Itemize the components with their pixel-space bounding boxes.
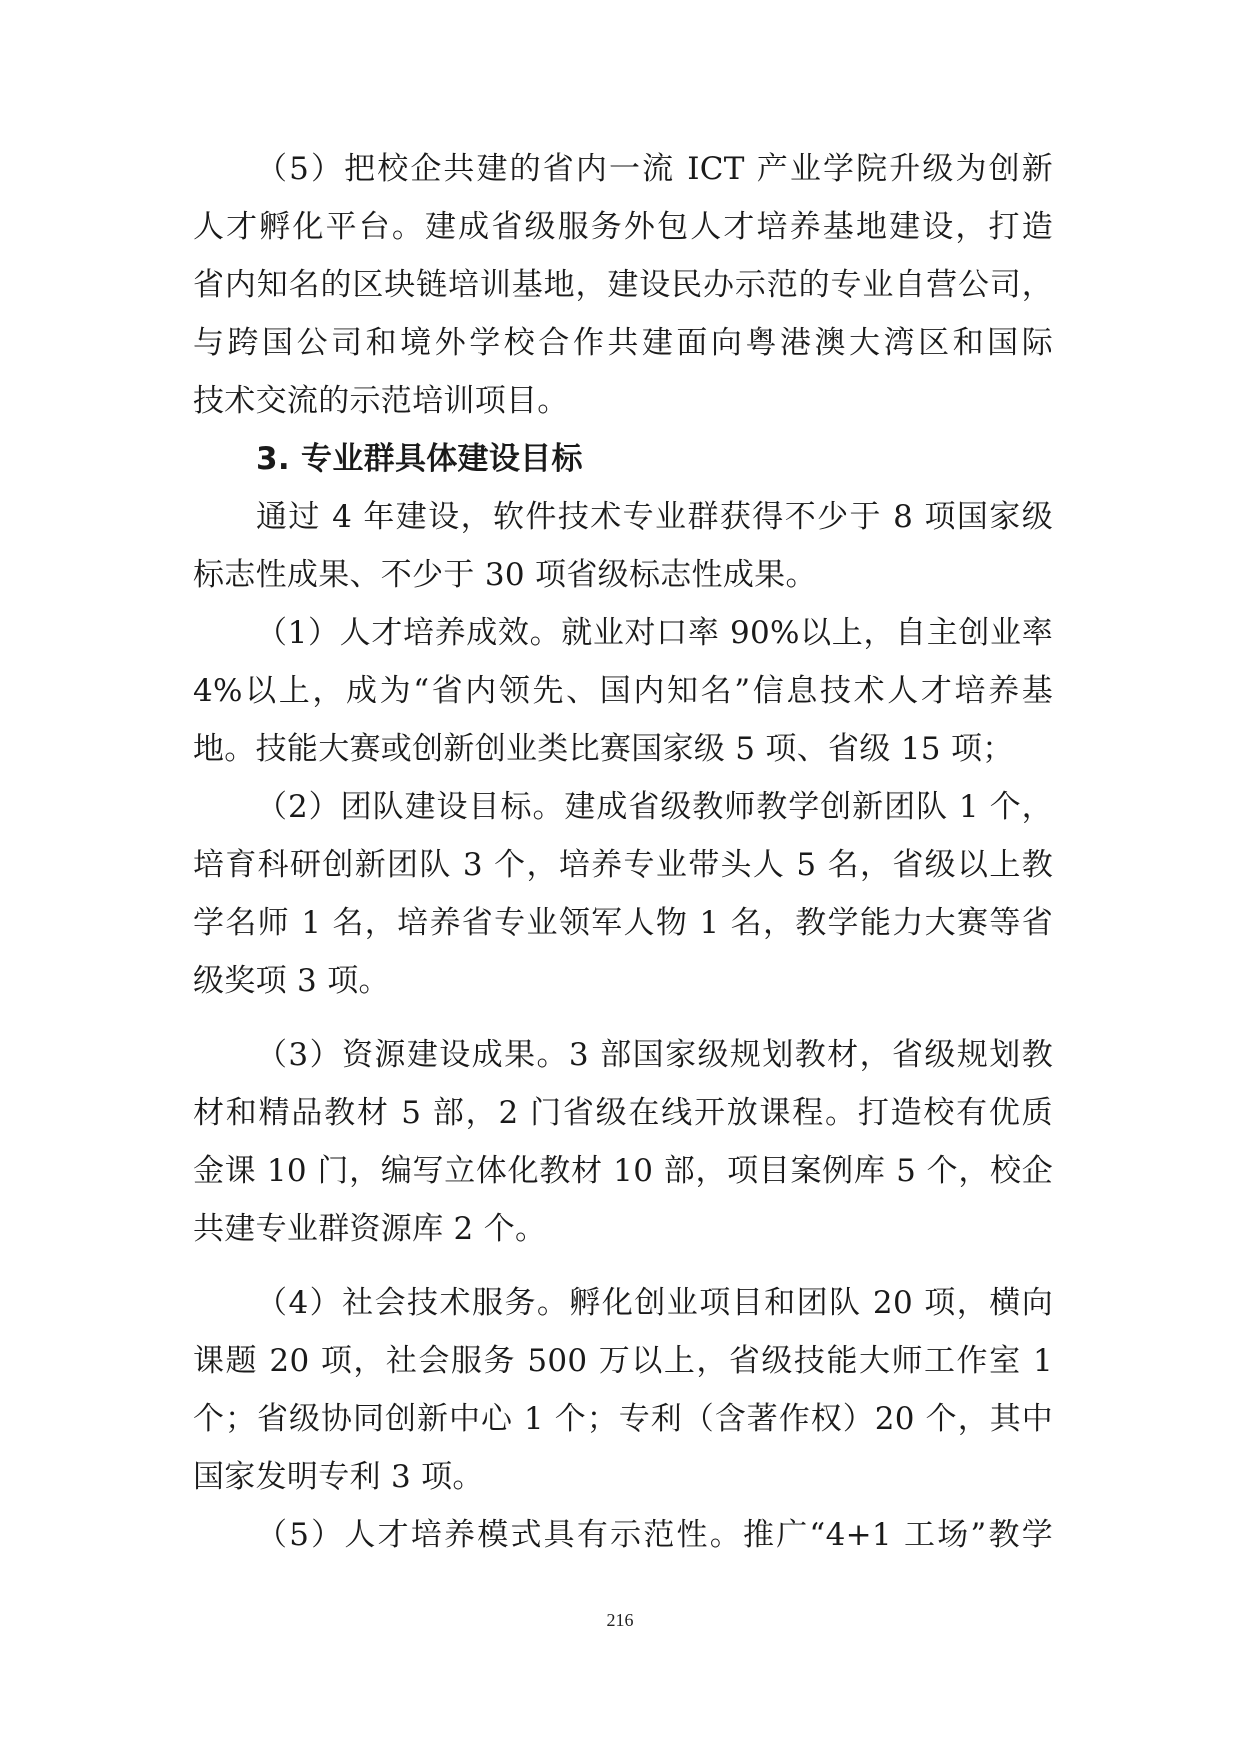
p4-line-3: 学名师 1 名，培养省专业领军人物 1 名，教学能力大赛等省 <box>193 905 1053 941</box>
p6-line-1: （4）社会技术服务。孵化创业项目和团队 20 项，横向 <box>256 1285 1053 1321</box>
p4-line-4: 级奖项 3 项。 <box>193 963 390 999</box>
section-heading: 3. 专业群具体建设目标 <box>256 441 583 477</box>
p4-line-2: 培育科研创新团队 3 个，培养专业带头人 5 名，省级以上教 <box>193 847 1053 883</box>
p3-line-1: （1）人才培养成效。就业对口率 90%以上，自主创业率 <box>256 615 1053 651</box>
p2-line-2: 标志性成果、不少于 30 项省级标志性成果。 <box>193 557 817 593</box>
p2-line-1: 通过 4 年建设，软件技术专业群获得不少于 8 项国家级 <box>256 499 1053 535</box>
p5-line-4: 共建专业群资源库 2 个。 <box>193 1211 547 1247</box>
p1-line-1: （5）把校企共建的省内一流 ICT 产业学院升级为创新 <box>256 151 1053 187</box>
p7-line-1: （5）人才培养模式具有示范性。推广“4+1 工场”教学 <box>256 1517 1053 1553</box>
p1-line-3: 省内知名的区块链培训基地，建设民办示范的专业自营公司， <box>193 267 1053 303</box>
p5-line-3: 金课 10 门，编写立体化教材 10 部，项目案例库 5 个，校企 <box>193 1153 1053 1189</box>
p6-line-3: 个；省级协同创新中心 1 个；专利（含著作权）20 个，其中 <box>193 1401 1053 1437</box>
p1-line-2: 人才孵化平台。建成省级服务外包人才培养基地建设，打造 <box>193 209 1053 245</box>
p6-line-4: 国家发明专利 3 项。 <box>193 1459 484 1495</box>
p5-line-1: （3）资源建设成果。3 部国家级规划教材，省级规划教 <box>256 1037 1053 1073</box>
p1-line-4: 与跨国公司和境外学校合作共建面向粤港澳大湾区和国际 <box>193 325 1053 361</box>
p6-line-2: 课题 20 项，社会服务 500 万以上，省级技能大师工作室 1 <box>193 1343 1053 1379</box>
p4-line-1: （2）团队建设目标。建成省级教师教学创新团队 1 个， <box>256 789 1053 825</box>
p5-line-2: 材和精品教材 5 部，2 门省级在线开放课程。打造校有优质 <box>193 1095 1053 1131</box>
p3-line-3: 地。技能大赛或创新创业类比赛国家级 5 项、省级 15 项； <box>193 731 1014 767</box>
p1-line-5: 技术交流的示范培训项目。 <box>193 383 569 419</box>
p3-line-2: 4%以上，成为“省内领先、国内知名”信息技术人才培养基 <box>193 673 1053 709</box>
page-number: 216 <box>606 1610 634 1630</box>
